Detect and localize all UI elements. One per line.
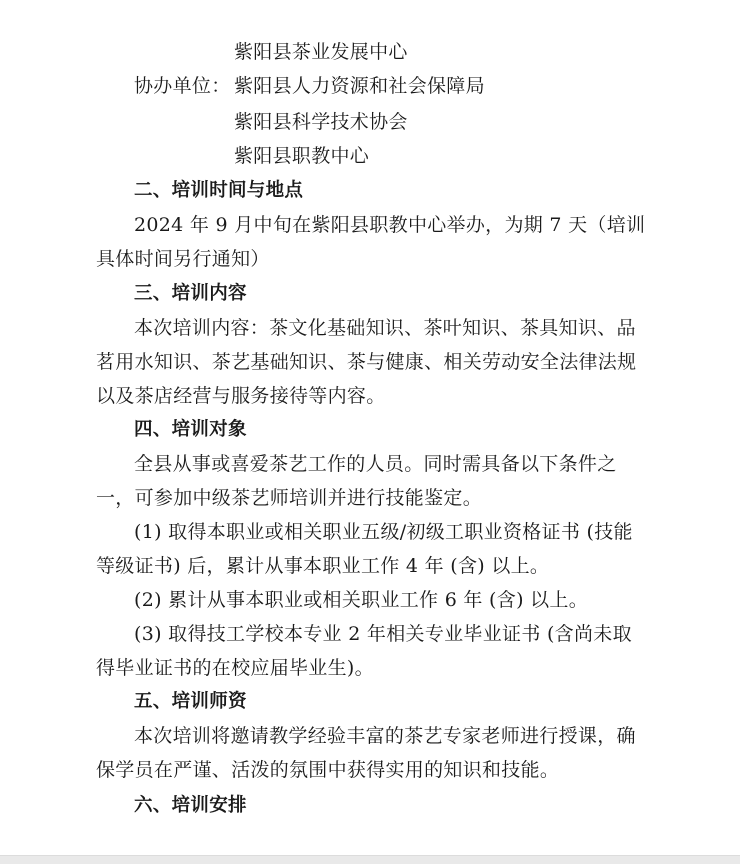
paragraph-line: 本次培训内容：茶文化基础知识、茶叶知识、茶具知识、品: [134, 317, 636, 339]
list-item-line: (3) 取得技工学校本专业 2 年相关专业毕业证书 (含尚未取: [134, 623, 632, 645]
co-organizer-line: 紫阳县科学技术协会: [234, 111, 408, 133]
paragraph-line: 2024 年 9 月中旬在紫阳县职教中心举办，为期 7 天（培训: [134, 214, 646, 236]
section-heading: 六、培训安排: [134, 795, 247, 816]
paragraph-line: 全县从事或喜爱茶艺工作的人员。同时需具备以下条件之: [134, 453, 617, 475]
section-heading: 三、培训内容: [134, 283, 247, 304]
list-item-line: (1) 取得本职业或相关职业五级/初级工职业资格证书 (技能: [134, 521, 633, 543]
co-organizer-label: 协办单位：: [134, 75, 231, 97]
list-item-line: 等级证书) 后，累计从事本职业工作 4 年 (含) 以上。: [96, 555, 550, 577]
section-heading: 四、培训对象: [134, 419, 247, 440]
page-bottom-edge: [0, 855, 740, 864]
organizer-line: 紫阳县茶业发展中心: [234, 41, 408, 63]
section-heading: 二、培训时间与地点: [134, 180, 304, 201]
paragraph-line: 具体时间另行通知）: [96, 248, 270, 270]
list-item-line: (2) 累计从事本职业或相关职业工作 6 年 (含) 以上。: [134, 589, 589, 611]
paragraph-line: 一，可参加中级茶艺师培训并进行技能鉴定。: [96, 487, 483, 509]
paragraph-line: 本次培训将邀请教学经验丰富的茶艺专家老师进行授课，确: [134, 725, 636, 747]
co-organizer-line: 紫阳县人力资源和社会保障局: [234, 75, 485, 97]
co-organizer-line: 紫阳县职教中心: [234, 145, 370, 167]
section-heading: 五、培训师资: [134, 691, 247, 712]
paragraph-line: 保学员在严谨、活泼的氛围中获得实用的知识和技能。: [96, 759, 560, 781]
list-item-line: 得毕业证书的在校应届毕业生)。: [96, 657, 374, 679]
paragraph-line: 茗用水知识、茶艺基础知识、茶与健康、相关劳动安全法律法规: [96, 351, 637, 373]
paragraph-line: 以及茶店经营与服务接待等内容。: [96, 385, 386, 407]
